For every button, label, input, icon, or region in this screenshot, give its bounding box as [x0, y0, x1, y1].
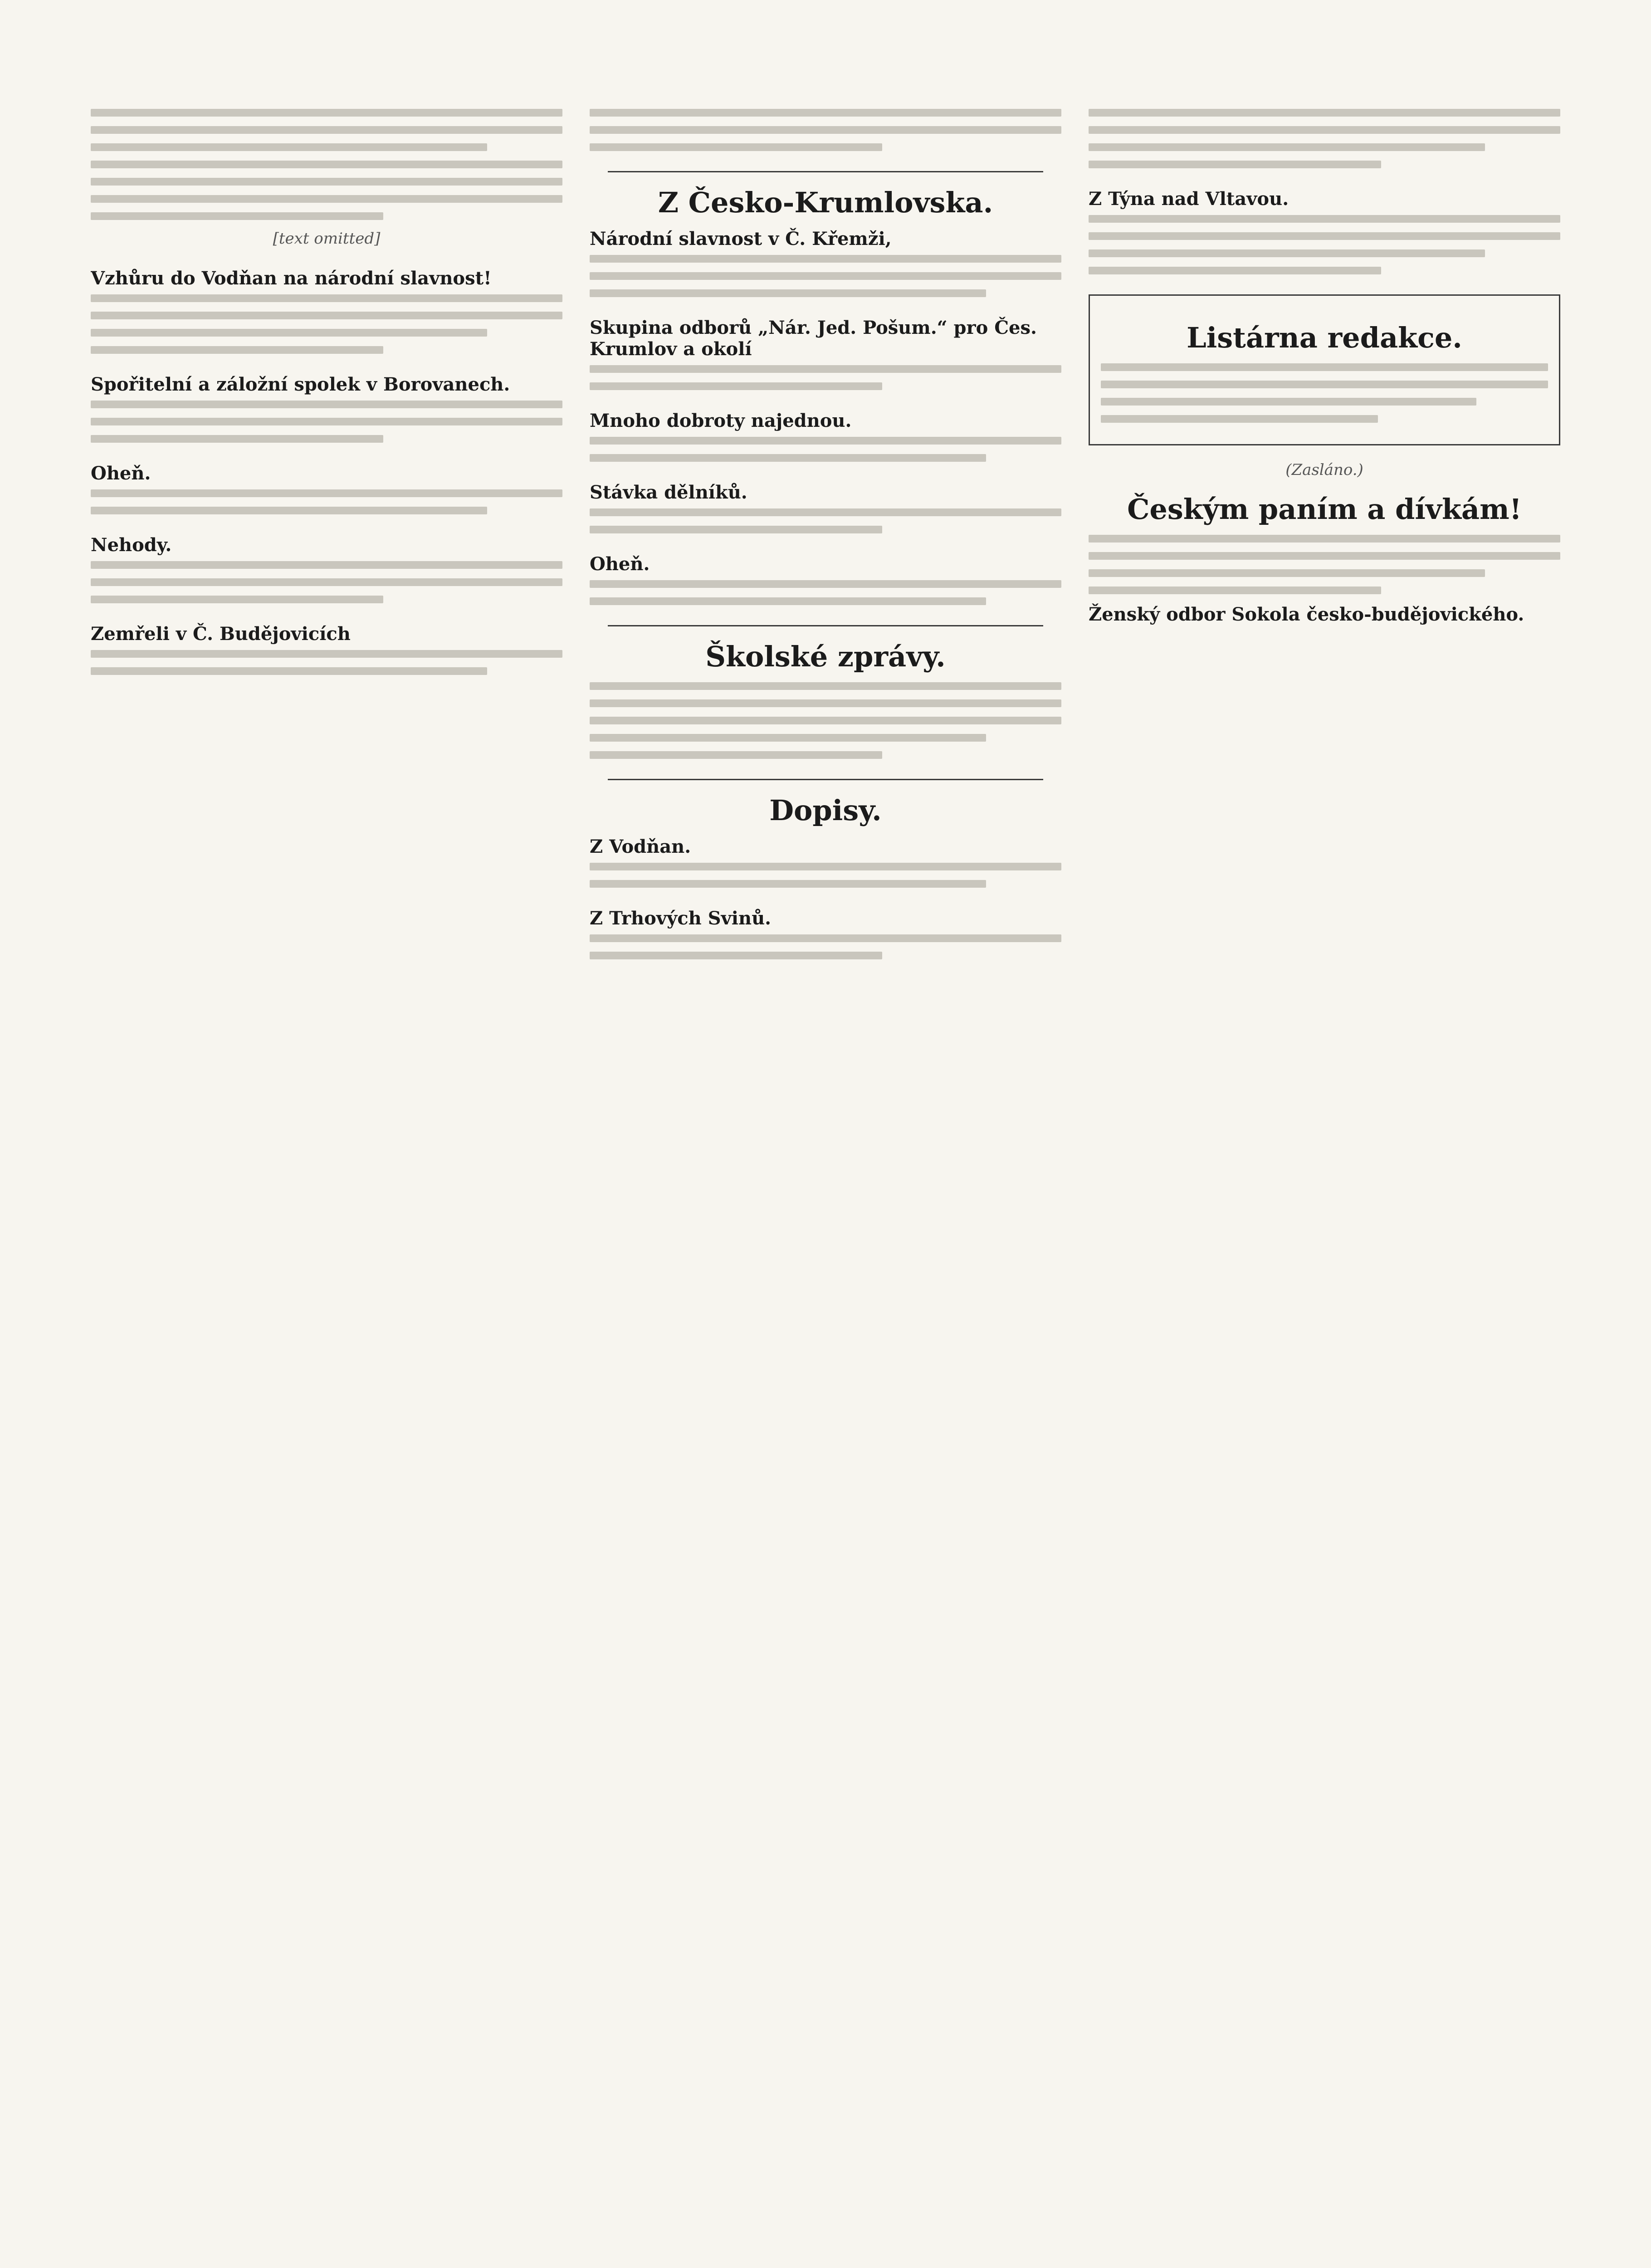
section-title-ceskym-panim: Českým paním a dívkám!: [1127, 493, 1522, 526]
article-skolske-zpravy: [590, 682, 1061, 759]
subhead-ohen-2: Oheň.: [590, 553, 650, 575]
section-title-dopisy: Dopisy.: [769, 794, 882, 827]
subhead-z-tyna: Z Týna nad Vltavou.: [1089, 188, 1289, 210]
zaslano-label: (Zasláno.): [1285, 461, 1363, 479]
article-ceskym-panim: [1089, 535, 1560, 625]
section-rule: [608, 779, 1043, 780]
subhead-skupina: Skupina odborů „Nár. Jed. Pošum.“ pro Čes. Krumlov a okolí: [590, 317, 1037, 360]
article-mnoho-dobroty: [590, 410, 1061, 462]
section-title-listarna: Listárna redakce.: [1187, 321, 1462, 354]
subhead-stavka: Stávka dělníků.: [590, 482, 747, 503]
omitted-note: [text omitted]: [273, 230, 381, 248]
subhead-z-trhovych-svinu: Z Trhových Svinů.: [590, 908, 772, 929]
article-z-tyna: [1089, 188, 1560, 274]
article-ad-body: [91, 109, 562, 248]
section-title-skolske-zpravy: Školské zprávy.: [705, 640, 946, 673]
section-rule: [608, 171, 1043, 172]
section-title-cesko-krumlovska: Z Česko-Krumlovska.: [658, 186, 993, 219]
article-skupina: [590, 317, 1061, 390]
subhead-ohen-1: Oheň.: [91, 463, 151, 484]
listarna-box: [1089, 294, 1560, 445]
column-right: [1089, 109, 1560, 2268]
article-z-trhovych-svinu: [590, 908, 1061, 959]
article-vzhuru: [91, 268, 562, 354]
subhead-nehody: Nehody.: [91, 534, 172, 556]
subhead-vzhuru: Vzhůru do Vodňan na národní slavnost!: [91, 268, 492, 289]
article-ohen-2: [590, 553, 1061, 605]
article-continuation: [1089, 109, 1560, 168]
article-continuation: [590, 109, 1061, 151]
subhead-zemreli: Zemřeli v Č. Budějovicích: [91, 623, 351, 645]
column-middle: [590, 109, 1061, 2268]
article-stavka: [590, 482, 1061, 533]
subhead-mnoho-dobroty: Mnoho dobroty najednou.: [590, 410, 852, 431]
subhead-sporitelni: Spořitelní a záložní spolek v Borovanech.: [91, 374, 510, 395]
article-nehody: [91, 534, 562, 603]
article-zemreli: [91, 623, 562, 675]
signature: Ženský odbor Sokola česko-budějovického.: [1089, 604, 1524, 625]
subhead-narodni-slavnost: Národní slavnost v Č. Křemži,: [590, 228, 892, 249]
article-narodni-slavnost: [590, 228, 1061, 297]
article-sporitelni: [91, 374, 562, 443]
article-z-vodnan: [590, 836, 1061, 888]
newspaper-page: [91, 109, 1560, 2268]
section-rule: [608, 625, 1043, 626]
subhead-z-vodnan: Z Vodňan.: [590, 836, 691, 857]
column-left: [91, 109, 562, 2268]
article-ohen-1: [91, 463, 562, 514]
